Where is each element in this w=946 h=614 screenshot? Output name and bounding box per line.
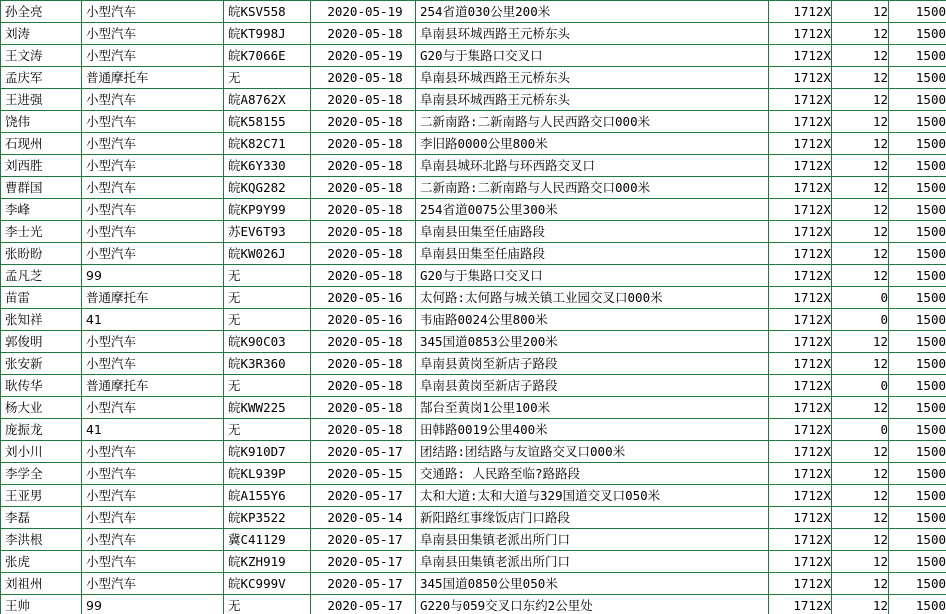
fine-amount-cell[interactable]: 1500 — [889, 595, 946, 614]
table-row[interactable] — [1, 45, 946, 67]
vehicle-type-cell[interactable]: 普通摩托车 — [82, 375, 224, 397]
fine-amount-cell[interactable]: 1500 — [889, 529, 946, 551]
violation-location-cell[interactable]: 交通路: 人民路至临?路路段 — [416, 463, 769, 485]
plate-number-cell[interactable]: 无 — [224, 287, 311, 309]
violation-location-cell[interactable]: 阜南县环城西路王元桥东头 — [416, 23, 769, 45]
violation-code-cell[interactable]: 1712X — [769, 309, 832, 331]
vehicle-type-cell[interactable]: 小型汽车 — [82, 441, 224, 463]
fine-amount-cell[interactable]: 1500 — [889, 221, 946, 243]
violation-location-cell[interactable]: 太和大道:太和大道与329国道交叉口050米 — [416, 485, 769, 507]
violation-code-cell[interactable]: 1712X — [769, 199, 832, 221]
fine-amount-cell[interactable]: 1500 — [889, 375, 946, 397]
penalty-points-cell[interactable]: 12 — [832, 529, 889, 551]
plate-number-cell[interactable]: 皖K58155 — [224, 111, 311, 133]
table-row[interactable] — [1, 331, 946, 353]
plate-number-cell[interactable]: 无 — [224, 375, 311, 397]
table-row[interactable] — [1, 133, 946, 155]
penalty-points-cell[interactable]: 12 — [832, 485, 889, 507]
fine-amount-cell[interactable]: 1500 — [889, 1, 946, 23]
violation-code-cell[interactable]: 1712X — [769, 529, 832, 551]
violation-code-cell[interactable]: 1712X — [769, 221, 832, 243]
violation-date-cell[interactable]: 2020-05-18 — [311, 397, 416, 419]
table-row[interactable] — [1, 529, 946, 551]
plate-number-cell[interactable]: 无 — [224, 419, 311, 441]
driver-name-cell[interactable]: 刘涛 — [1, 23, 82, 45]
violation-location-cell[interactable]: 阜南县田集至任庙路段 — [416, 221, 769, 243]
penalty-points-cell[interactable]: 12 — [832, 265, 889, 287]
violation-code-cell[interactable]: 1712X — [769, 265, 832, 287]
vehicle-type-cell[interactable]: 小型汽车 — [82, 23, 224, 45]
violation-date-cell[interactable]: 2020-05-18 — [311, 419, 416, 441]
vehicle-type-cell[interactable]: 99 — [82, 595, 224, 614]
fine-amount-cell[interactable]: 1500 — [889, 45, 946, 67]
violation-code-cell[interactable]: 1712X — [769, 419, 832, 441]
fine-amount-cell[interactable]: 1500 — [889, 287, 946, 309]
table-row[interactable] — [1, 375, 946, 397]
violation-location-cell[interactable]: 李旧路0000公里800米 — [416, 133, 769, 155]
violation-location-cell[interactable]: G20与于集路口交叉口 — [416, 265, 769, 287]
vehicle-type-cell[interactable]: 小型汽车 — [82, 331, 224, 353]
violation-code-cell[interactable]: 1712X — [769, 397, 832, 419]
driver-name-cell[interactable]: 李磊 — [1, 507, 82, 529]
vehicle-type-cell[interactable]: 小型汽车 — [82, 507, 224, 529]
table-row[interactable] — [1, 23, 946, 45]
fine-amount-cell[interactable]: 1500 — [889, 441, 946, 463]
violation-location-cell[interactable]: 254省道0075公里300米 — [416, 199, 769, 221]
penalty-points-cell[interactable]: 12 — [832, 133, 889, 155]
driver-name-cell[interactable]: 刘西胜 — [1, 155, 82, 177]
vehicle-type-cell[interactable]: 小型汽车 — [82, 551, 224, 573]
violation-date-cell[interactable]: 2020-05-18 — [311, 199, 416, 221]
plate-number-cell[interactable]: 苏EV6T93 — [224, 221, 311, 243]
violation-code-cell[interactable]: 1712X — [769, 353, 832, 375]
driver-name-cell[interactable]: 石现州 — [1, 133, 82, 155]
penalty-points-cell[interactable]: 12 — [832, 155, 889, 177]
violation-date-cell[interactable]: 2020-05-14 — [311, 507, 416, 529]
penalty-points-cell[interactable]: 12 — [832, 89, 889, 111]
plate-number-cell[interactable]: 皖KP9Y99 — [224, 199, 311, 221]
violation-code-cell[interactable]: 1712X — [769, 111, 832, 133]
violation-location-cell[interactable]: 阜南县田集至任庙路段 — [416, 243, 769, 265]
vehicle-type-cell[interactable]: 41 — [82, 419, 224, 441]
plate-number-cell[interactable]: 皖KT998J — [224, 23, 311, 45]
violation-date-cell[interactable]: 2020-05-18 — [311, 111, 416, 133]
table-body — [1, 1, 946, 614]
violation-location-cell[interactable]: 阜南县城环北路与环西路交叉口 — [416, 155, 769, 177]
plate-number-cell[interactable]: 皖A8762X — [224, 89, 311, 111]
violation-code-cell[interactable]: 1712X — [769, 287, 832, 309]
vehicle-type-cell[interactable]: 小型汽车 — [82, 45, 224, 67]
table-row[interactable] — [1, 573, 946, 595]
violation-date-cell[interactable]: 2020-05-18 — [311, 265, 416, 287]
fine-amount-cell[interactable]: 1500 — [889, 507, 946, 529]
violation-code-cell[interactable]: 1712X — [769, 573, 832, 595]
table-row[interactable] — [1, 221, 946, 243]
violation-location-cell[interactable]: 太何路:太何路与城关镇工业园交叉口000米 — [416, 287, 769, 309]
driver-name-cell[interactable]: 张知祥 — [1, 309, 82, 331]
penalty-points-cell[interactable]: 12 — [832, 353, 889, 375]
vehicle-type-cell[interactable]: 普通摩托车 — [82, 67, 224, 89]
table-row[interactable] — [1, 485, 946, 507]
violation-code-cell[interactable]: 1712X — [769, 177, 832, 199]
table-row[interactable] — [1, 89, 946, 111]
driver-name-cell[interactable]: 王进强 — [1, 89, 82, 111]
violation-location-cell[interactable]: 345国道0850公里050米 — [416, 573, 769, 595]
driver-name-cell[interactable]: 郭俊明 — [1, 331, 82, 353]
violation-code-cell[interactable]: 1712X — [769, 331, 832, 353]
violation-code-cell[interactable]: 1712X — [769, 595, 832, 614]
violation-date-cell[interactable]: 2020-05-17 — [311, 529, 416, 551]
table-row[interactable] — [1, 441, 946, 463]
plate-number-cell[interactable]: 皖K90C03 — [224, 331, 311, 353]
penalty-points-cell[interactable]: 12 — [832, 45, 889, 67]
penalty-points-cell[interactable]: 12 — [832, 243, 889, 265]
penalty-points-cell[interactable]: 0 — [832, 375, 889, 397]
table-row[interactable] — [1, 419, 946, 441]
violation-date-cell[interactable]: 2020-05-17 — [311, 441, 416, 463]
driver-name-cell[interactable]: 张盼盼 — [1, 243, 82, 265]
vehicle-type-cell[interactable]: 小型汽车 — [82, 1, 224, 23]
fine-amount-cell[interactable]: 1500 — [889, 243, 946, 265]
violation-date-cell[interactable]: 2020-05-16 — [311, 287, 416, 309]
violation-date-cell[interactable]: 2020-05-17 — [311, 551, 416, 573]
violation-location-cell[interactable]: 345国道0853公里200米 — [416, 331, 769, 353]
driver-name-cell[interactable]: 苗雷 — [1, 287, 82, 309]
violation-date-cell[interactable]: 2020-05-17 — [311, 595, 416, 614]
violation-code-cell[interactable]: 1712X — [769, 375, 832, 397]
table-row[interactable] — [1, 507, 946, 529]
table-row[interactable] — [1, 595, 946, 614]
driver-name-cell[interactable]: 张虎 — [1, 551, 82, 573]
driver-name-cell[interactable]: 曹群国 — [1, 177, 82, 199]
plate-number-cell[interactable]: 皖KW026J — [224, 243, 311, 265]
vehicle-type-cell[interactable]: 小型汽车 — [82, 199, 224, 221]
penalty-points-cell[interactable]: 12 — [832, 463, 889, 485]
fine-amount-cell[interactable]: 1500 — [889, 155, 946, 177]
plate-number-cell[interactable]: 皖K82C71 — [224, 133, 311, 155]
violation-location-cell[interactable]: 阜南县环城西路王元桥东头 — [416, 67, 769, 89]
violation-code-cell[interactable]: 1712X — [769, 441, 832, 463]
table-row[interactable] — [1, 463, 946, 485]
plate-number-cell[interactable]: 皖K7066E — [224, 45, 311, 67]
violation-location-cell[interactable]: 新阳路红事缘饭店门口路段 — [416, 507, 769, 529]
violation-date-cell[interactable]: 2020-05-17 — [311, 485, 416, 507]
penalty-points-cell[interactable]: 12 — [832, 551, 889, 573]
penalty-points-cell[interactable]: 12 — [832, 67, 889, 89]
driver-name-cell[interactable]: 王亚男 — [1, 485, 82, 507]
vehicle-type-cell[interactable]: 小型汽车 — [82, 529, 224, 551]
violation-date-cell[interactable]: 2020-05-19 — [311, 1, 416, 23]
violation-code-cell[interactable]: 1712X — [769, 485, 832, 507]
fine-amount-cell[interactable]: 1500 — [889, 309, 946, 331]
plate-number-cell[interactable]: 皖KWW225 — [224, 397, 311, 419]
violation-location-cell[interactable]: 团结路:团结路与友谊路交叉口000米 — [416, 441, 769, 463]
plate-number-cell[interactable]: 皖KL939P — [224, 463, 311, 485]
fine-amount-cell[interactable]: 1500 — [889, 199, 946, 221]
violation-location-cell[interactable]: 阜南县黄岗至新店子路段 — [416, 353, 769, 375]
plate-number-cell[interactable]: 皖A155Y6 — [224, 485, 311, 507]
table-row[interactable] — [1, 397, 946, 419]
vehicle-type-cell[interactable]: 小型汽车 — [82, 397, 224, 419]
fine-amount-cell[interactable]: 1500 — [889, 23, 946, 45]
vehicle-type-cell[interactable]: 41 — [82, 309, 224, 331]
fine-amount-cell[interactable]: 1500 — [889, 89, 946, 111]
violation-date-cell[interactable]: 2020-05-16 — [311, 309, 416, 331]
fine-amount-cell[interactable]: 1500 — [889, 551, 946, 573]
vehicle-type-cell[interactable]: 小型汽车 — [82, 243, 224, 265]
violation-date-cell[interactable]: 2020-05-18 — [311, 353, 416, 375]
vehicle-type-cell[interactable]: 小型汽车 — [82, 155, 224, 177]
penalty-points-cell[interactable]: 12 — [832, 221, 889, 243]
violation-date-cell[interactable]: 2020-05-18 — [311, 375, 416, 397]
driver-name-cell[interactable]: 张安新 — [1, 353, 82, 375]
violation-date-cell[interactable]: 2020-05-18 — [311, 331, 416, 353]
violation-location-cell[interactable]: 阜南县田集镇老派出所门口 — [416, 551, 769, 573]
violation-location-cell[interactable]: 阜南县环城西路王元桥东头 — [416, 89, 769, 111]
vehicle-type-cell[interactable]: 小型汽车 — [82, 573, 224, 595]
fine-amount-cell[interactable]: 1500 — [889, 397, 946, 419]
driver-name-cell[interactable]: 庞振龙 — [1, 419, 82, 441]
penalty-points-cell[interactable]: 12 — [832, 573, 889, 595]
violation-location-cell[interactable]: 二新南路:二新南路与人民西路交口000米 — [416, 111, 769, 133]
driver-name-cell[interactable]: 刘小川 — [1, 441, 82, 463]
violation-date-cell[interactable]: 2020-05-19 — [311, 45, 416, 67]
violation-location-cell[interactable]: G220与059交叉口东约2公里处 — [416, 595, 769, 614]
table-row[interactable] — [1, 1, 946, 23]
violation-code-cell[interactable]: 1712X — [769, 243, 832, 265]
vehicle-type-cell[interactable]: 小型汽车 — [82, 133, 224, 155]
violation-location-cell[interactable]: 二新南路:二新南路与人民西路交口000米 — [416, 177, 769, 199]
driver-name-cell[interactable]: 王帅 — [1, 595, 82, 614]
penalty-points-cell[interactable]: 12 — [832, 441, 889, 463]
fine-amount-cell[interactable]: 1500 — [889, 177, 946, 199]
vehicle-type-cell[interactable]: 小型汽车 — [82, 353, 224, 375]
violation-location-cell[interactable]: 254省道030公里200米 — [416, 1, 769, 23]
plate-number-cell[interactable]: 皖KZH919 — [224, 551, 311, 573]
violation-location-cell[interactable]: 阜南县田集镇老派出所门口 — [416, 529, 769, 551]
violation-location-cell[interactable]: 郜台至黄岗1公里100米 — [416, 397, 769, 419]
violation-code-cell[interactable]: 1712X — [769, 155, 832, 177]
table-row[interactable] — [1, 353, 946, 375]
penalty-points-cell[interactable]: 0 — [832, 287, 889, 309]
driver-name-cell[interactable]: 刘祖州 — [1, 573, 82, 595]
plate-number-cell[interactable]: 皖KQG282 — [224, 177, 311, 199]
violation-code-cell[interactable]: 1712X — [769, 551, 832, 573]
fine-amount-cell[interactable]: 1500 — [889, 353, 946, 375]
table-row[interactable] — [1, 551, 946, 573]
plate-number-cell[interactable]: 无 — [224, 309, 311, 331]
plate-number-cell[interactable]: 皖K6Y330 — [224, 155, 311, 177]
driver-name-cell[interactable]: 李学全 — [1, 463, 82, 485]
violation-date-cell[interactable]: 2020-05-18 — [311, 221, 416, 243]
fine-amount-cell[interactable]: 1500 — [889, 133, 946, 155]
penalty-points-cell[interactable]: 0 — [832, 309, 889, 331]
penalty-points-cell[interactable]: 12 — [832, 507, 889, 529]
violation-code-cell[interactable]: 1712X — [769, 463, 832, 485]
plate-number-cell[interactable]: 皖KSV558 — [224, 1, 311, 23]
violation-location-cell[interactable]: 田韩路0019公里400米 — [416, 419, 769, 441]
fine-amount-cell[interactable]: 1500 — [889, 67, 946, 89]
vehicle-type-cell[interactable]: 99 — [82, 265, 224, 287]
violation-code-cell[interactable]: 1712X — [769, 133, 832, 155]
violation-date-cell[interactable]: 2020-05-15 — [311, 463, 416, 485]
driver-name-cell[interactable]: 李洪根 — [1, 529, 82, 551]
violation-date-cell[interactable]: 2020-05-18 — [311, 89, 416, 111]
driver-name-cell[interactable]: 王文涛 — [1, 45, 82, 67]
violation-code-cell[interactable]: 1712X — [769, 1, 832, 23]
plate-number-cell[interactable]: 皖KP3522 — [224, 507, 311, 529]
violation-code-cell[interactable]: 1712X — [769, 23, 832, 45]
driver-name-cell[interactable]: 饶伟 — [1, 111, 82, 133]
violation-date-cell[interactable]: 2020-05-17 — [311, 573, 416, 595]
plate-number-cell[interactable]: 无 — [224, 265, 311, 287]
table-row[interactable] — [1, 265, 946, 287]
fine-amount-cell[interactable]: 1500 — [889, 463, 946, 485]
fine-amount-cell[interactable]: 1500 — [889, 111, 946, 133]
plate-number-cell[interactable]: 皖KC999V — [224, 573, 311, 595]
violation-location-cell[interactable]: 阜南县黄岗至新店子路段 — [416, 375, 769, 397]
violation-location-cell[interactable]: G20与于集路口交叉口 — [416, 45, 769, 67]
penalty-points-cell[interactable]: 12 — [832, 177, 889, 199]
violation-date-cell[interactable]: 2020-05-18 — [311, 243, 416, 265]
driver-name-cell[interactable]: 李峰 — [1, 199, 82, 221]
violation-date-cell[interactable]: 2020-05-18 — [311, 177, 416, 199]
penalty-points-cell[interactable]: 12 — [832, 331, 889, 353]
vehicle-type-cell[interactable]: 小型汽车 — [82, 221, 224, 243]
violation-date-cell[interactable]: 2020-05-18 — [311, 133, 416, 155]
vehicle-type-cell[interactable]: 小型汽车 — [82, 177, 224, 199]
table-row[interactable] — [1, 287, 946, 309]
vehicle-type-cell[interactable]: 小型汽车 — [82, 89, 224, 111]
table-row[interactable] — [1, 243, 946, 265]
vehicle-type-cell[interactable]: 小型汽车 — [82, 111, 224, 133]
driver-name-cell[interactable]: 孟凡芝 — [1, 265, 82, 287]
driver-name-cell[interactable]: 孟庆军 — [1, 67, 82, 89]
fine-amount-cell[interactable]: 1500 — [889, 265, 946, 287]
violation-code-cell[interactable]: 1712X — [769, 67, 832, 89]
penalty-points-cell[interactable]: 12 — [832, 595, 889, 614]
penalty-points-cell[interactable]: 12 — [832, 111, 889, 133]
driver-name-cell[interactable]: 耿传华 — [1, 375, 82, 397]
fine-amount-cell[interactable]: 1500 — [889, 573, 946, 595]
vehicle-type-cell[interactable]: 普通摩托车 — [82, 287, 224, 309]
penalty-points-cell[interactable]: 12 — [832, 1, 889, 23]
plate-number-cell[interactable]: 无 — [224, 67, 311, 89]
table-row[interactable] — [1, 111, 946, 133]
violation-location-cell[interactable]: 韦庙路0024公里800米 — [416, 309, 769, 331]
table-row[interactable] — [1, 199, 946, 221]
driver-name-cell[interactable]: 孙全亮 — [1, 1, 82, 23]
fine-amount-cell[interactable]: 1500 — [889, 485, 946, 507]
table-row[interactable] — [1, 177, 946, 199]
table-row[interactable] — [1, 309, 946, 331]
vehicle-type-cell[interactable]: 小型汽车 — [82, 463, 224, 485]
fine-amount-cell[interactable]: 1500 — [889, 419, 946, 441]
plate-number-cell[interactable]: 无 — [224, 595, 311, 614]
table-row[interactable] — [1, 155, 946, 177]
plate-number-cell[interactable]: 皖K910D7 — [224, 441, 311, 463]
violation-code-cell[interactable]: 1712X — [769, 507, 832, 529]
violation-date-cell[interactable]: 2020-05-18 — [311, 23, 416, 45]
fine-amount-cell[interactable]: 1500 — [889, 331, 946, 353]
plate-number-cell[interactable]: 冀C41129 — [224, 529, 311, 551]
table-row[interactable] — [1, 67, 946, 89]
violation-date-cell[interactable]: 2020-05-18 — [311, 155, 416, 177]
penalty-points-cell[interactable]: 12 — [832, 23, 889, 45]
penalty-points-cell[interactable]: 12 — [832, 199, 889, 221]
vehicle-type-cell[interactable]: 小型汽车 — [82, 485, 224, 507]
violation-code-cell[interactable]: 1712X — [769, 89, 832, 111]
penalty-points-cell[interactable]: 12 — [832, 397, 889, 419]
driver-name-cell[interactable]: 李士光 — [1, 221, 82, 243]
violation-date-cell[interactable]: 2020-05-18 — [311, 67, 416, 89]
violation-code-cell[interactable]: 1712X — [769, 45, 832, 67]
driver-name-cell[interactable]: 杨大业 — [1, 397, 82, 419]
plate-number-cell[interactable]: 皖K3R360 — [224, 353, 311, 375]
penalty-points-cell[interactable]: 0 — [832, 419, 889, 441]
